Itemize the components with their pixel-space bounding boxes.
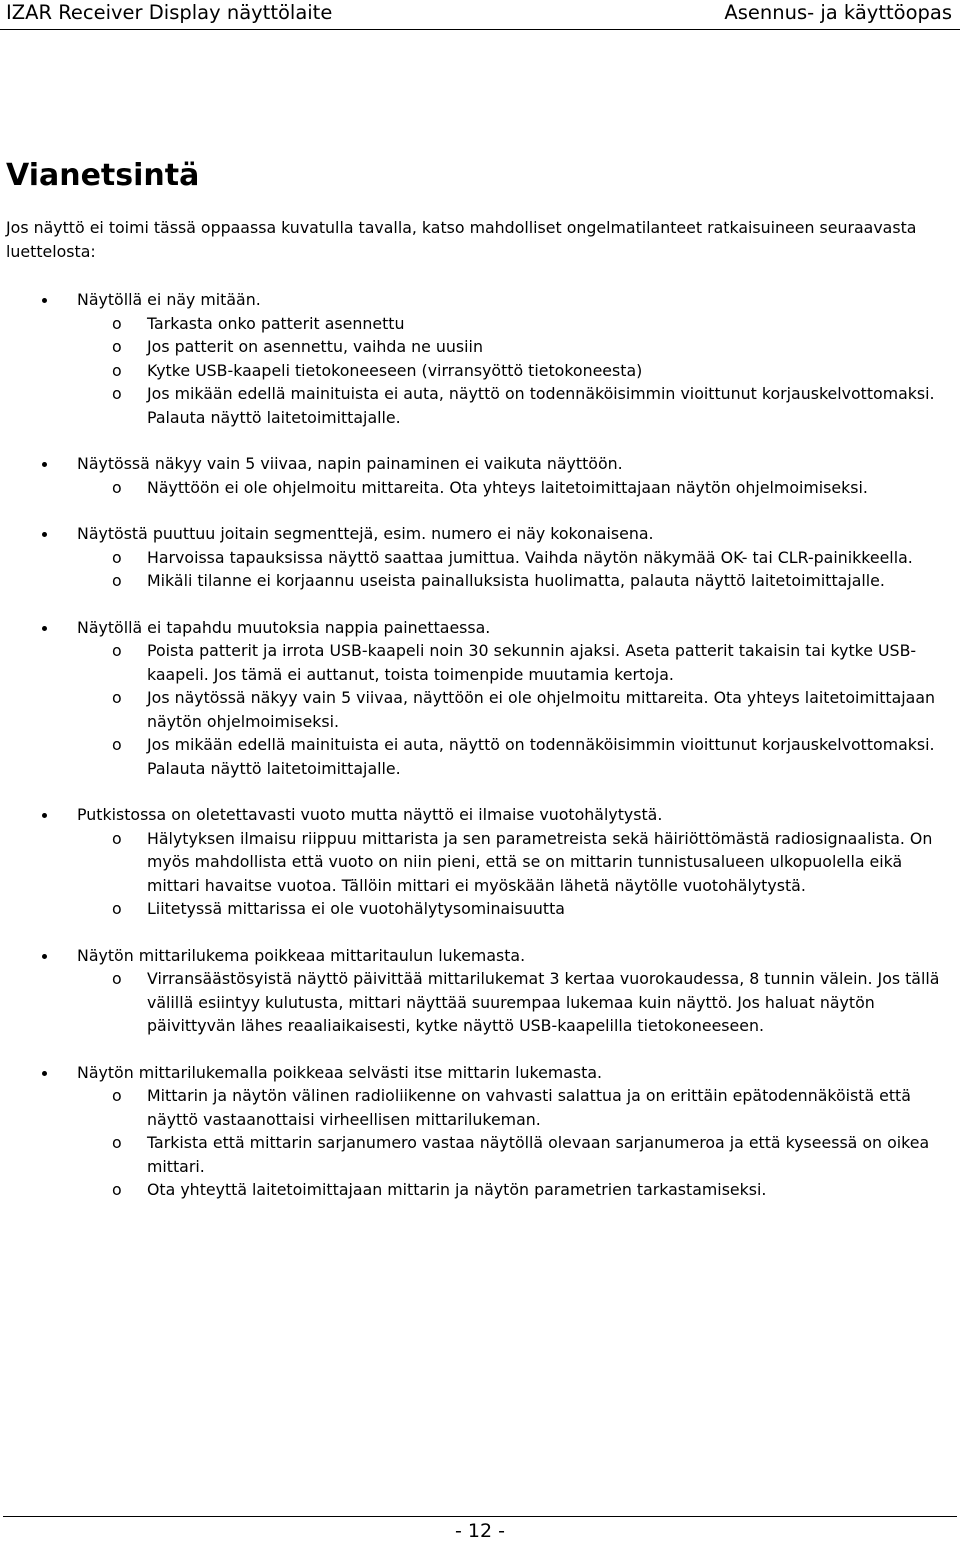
solution-text: Liitetyssä mittarissa ei ole vuotohälytysominaisuutta: [147, 899, 565, 918]
problem-text: Näytön mittarilukemalla poikkeaa selvästi itse mittarin lukemasta.: [77, 1062, 603, 1082]
problem-text: Näytössä näkyy vain 5 viivaa, napin painaminen ei vaikuta näyttöön.: [77, 454, 623, 473]
sub-bullet-icon: o: [112, 899, 122, 918]
sub-bullet-icon: o: [112, 828, 122, 848]
problem-text: Näytön mittarilukema poikkeaa mittaritaulun lukemasta.: [77, 945, 526, 965]
sub-bullet-icon: o: [112, 547, 122, 567]
solution-item: [0, 546, 960, 570]
intro-paragraph: Jos näyttö ei toimi tässä oppaassa kuvatulla tavalla, katso mahdolliset ongelmatilanteet ratkaisuineen seuraavasta luettelosta:: [6, 218, 917, 261]
solution-item: [0, 476, 960, 500]
page-number: - 12 -: [455, 1520, 505, 1542]
solution-text: Virransäästösyistä näyttö päivittää mittarilukemat 3 kertaa vuorokaudessa, 8 tunnin välein. Jos tällä välillä esiintyy kulutusta, mittari näyttää suurempaa lukemaa kuin näyttö. Jos haluat näytön päivittyvän lähes reaaliaikaisesti, kytke näyttö USB-kaapelilla tietokoneeseen.: [147, 969, 940, 1035]
problem-bullet: [0, 452, 960, 476]
sub-bullet-icon: o: [112, 1133, 122, 1152]
document-subtitle: Asennus- ja käyttöopas: [724, 1, 952, 24]
bullet-icon: [42, 298, 47, 303]
problem-bullet: [0, 522, 960, 546]
footer-divider: [3, 1516, 957, 1517]
sub-bullet-icon: o: [112, 360, 122, 380]
solution-text: Tarkasta onko patterit asennettu: [147, 313, 405, 333]
bullet-icon: [42, 1071, 47, 1076]
troubleshooting-item: [0, 803, 960, 921]
sub-bullet-icon: o: [112, 735, 122, 754]
problem-bullet: [0, 944, 960, 968]
problem-text: Näytöstä puuttuu joitain segmenttejä, esim. numero ei näy kokonaisena.: [77, 524, 654, 543]
solution-text: Jos mikään edellä mainituista ei auta, näyttö on todennäköisimmin vioittunut korjauskelvottomaksi. Palauta näyttö laitetoimittajalle.: [147, 735, 935, 778]
sub-bullet-icon: o: [112, 313, 122, 333]
solution-text: Mikäli tilanne ei korjaannu useista painalluksista huolimatta, palauta näyttö laitetoimittajalle.: [147, 571, 885, 590]
sub-bullet-icon: o: [112, 384, 122, 403]
troubleshooting-item: [0, 616, 960, 781]
solution-text: Mittarin ja näytön välinen radioliikenne on vahvasti salattua ja on erittäin epätodennäköistä että näyttö vastaanottaisi virheellisen mittarilukeman.: [147, 1086, 911, 1129]
solution-text: Kytke USB-kaapeli tietokoneeseen (virransyöttö tietokoneesta): [147, 360, 643, 380]
solution-item: [0, 686, 960, 733]
sub-bullet-icon: o: [112, 477, 122, 497]
solution-item: [0, 827, 960, 898]
solution-item: [0, 1178, 960, 1202]
section-title: Vianetsintä: [6, 158, 200, 193]
bullet-icon: [42, 813, 47, 818]
troubleshooting-list: [0, 288, 960, 1225]
bullet-icon: [42, 462, 47, 467]
sub-bullet-icon: o: [112, 688, 122, 707]
solution-text: Ota yhteyttä laitetoimittajaan mittarin ja näytön parametrien tarkastamiseksi.: [147, 1180, 767, 1199]
problem-text: Näytöllä ei tapahdu muutoksia nappia painettaessa.: [77, 617, 491, 637]
solution-item: [0, 359, 960, 383]
problem-bullet: [0, 803, 960, 827]
solution-item: [0, 335, 960, 359]
sub-bullet-icon: o: [112, 571, 122, 590]
bullet-icon: [42, 626, 47, 631]
sub-bullet-icon: o: [112, 1086, 122, 1105]
sub-bullet-icon: o: [112, 641, 122, 660]
solution-item: [0, 1131, 960, 1178]
problem-bullet: [0, 616, 960, 640]
solution-item: [0, 382, 960, 429]
problem-text: Putkistossa on oletettavasti vuoto mutta näyttö ei ilmaise vuotohälytystä.: [77, 805, 663, 824]
solution-item: [0, 312, 960, 336]
solution-item: [0, 569, 960, 593]
sub-bullet-icon: o: [112, 337, 122, 356]
page-header: [0, 0, 960, 30]
solution-item: [0, 733, 960, 780]
solution-item: [0, 639, 960, 686]
solution-item: [0, 1084, 960, 1131]
solution-item: [0, 897, 960, 921]
solution-text: Jos mikään edellä mainituista ei auta, näyttö on todennäköisimmin vioittunut korjauskelvottomaksi. Palauta näyttö laitetoimittajalle.: [147, 384, 935, 427]
solution-text: Jos näytössä näkyy vain 5 viivaa, näyttöön ei ole ohjelmoitu mittareita. Ota yhteys laitetoimittajaan näytön ohjelmoimiseksi.: [147, 688, 936, 731]
solution-text: Tarkista että mittarin sarjanumero vastaa näytöllä olevaan sarjanumeroa ja että kyseessä on oikea mittari.: [147, 1133, 930, 1176]
troubleshooting-item: [0, 288, 960, 429]
problem-bullet: [0, 1061, 960, 1085]
bullet-icon: [42, 954, 47, 959]
troubleshooting-item: [0, 522, 960, 593]
troubleshooting-item: [0, 1061, 960, 1202]
problem-bullet: [0, 288, 960, 312]
solution-text: Poista patterit ja irrota USB-kaapeli noin 30 sekunnin ajaksi. Aseta patterit takaisin tai kytke USB-kaapeli. Jos tämä ei auttanut, toista toimenpide muutamia kertoja.: [147, 641, 917, 684]
solution-item: [0, 967, 960, 1038]
solution-text: Hälytyksen ilmaisu riippuu mittarista ja sen parametreista sekä häiriöttömästä radiosignaalista. On myös mahdollista että vuoto on niin pieni, että se on mittarin tunnistusalueen ulkopuolella eikä mittari havaitse vuotoa. Tällöin mittari ei myöskään lähetä näytölle vuotohälytystä.: [147, 828, 933, 895]
solution-text: Näyttöön ei ole ohjelmoitu mittareita. Ota yhteys laitetoimittajaan näytön ohjelmoimiseksi.: [147, 477, 868, 497]
bullet-icon: [42, 532, 47, 537]
troubleshooting-item: [0, 452, 960, 499]
problem-text: Näytöllä ei näy mitään.: [77, 290, 261, 309]
solution-text: Harvoissa tapauksissa näyttö saattaa jumittua. Vaihda näytön näkymää OK- tai CLR-painikkeella.: [147, 547, 913, 567]
troubleshooting-item: [0, 944, 960, 1038]
document-title: IZAR Receiver Display näyttölaite: [6, 1, 333, 24]
solution-text: Jos patterit on asennettu, vaihda ne uusiin: [147, 337, 483, 356]
sub-bullet-icon: o: [112, 1180, 122, 1199]
sub-bullet-icon: o: [112, 969, 122, 988]
